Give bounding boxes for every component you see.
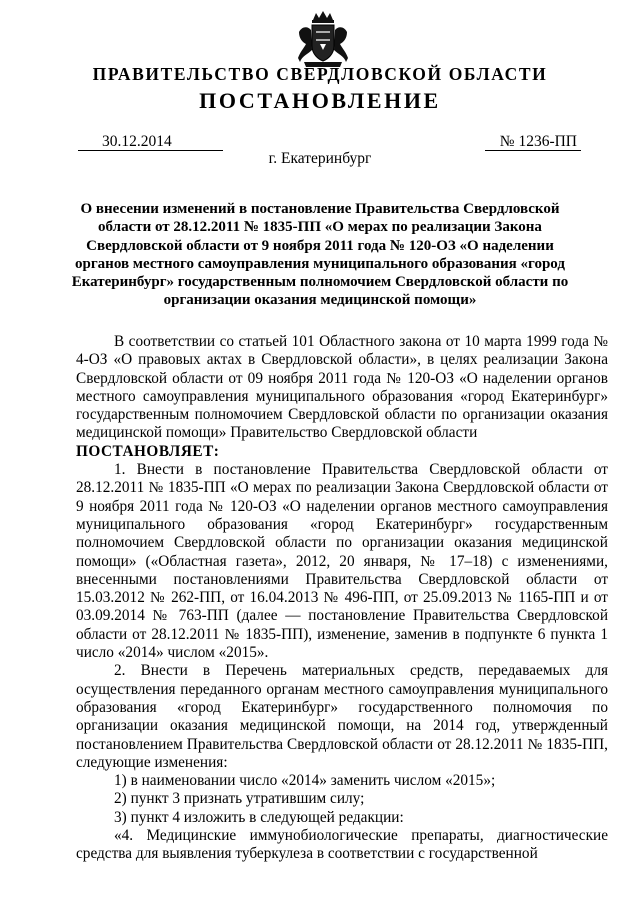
document-number: № 1236-ПП: [485, 133, 581, 151]
coat-of-arms-icon: [296, 10, 350, 68]
list-item: 1) в наименовании число «2014» заменить числом «2015»;: [114, 772, 496, 790]
paragraph-1: 1. Внести в постановление Правительства Свердловской области от 28.12.2011 № 1835-ПП «О мерах по реализации Закона Свердловской области от 9 ноября 2011 года № 120-ОЗ «О наделении органов местного самоуправления муниципального образования «город Екатеринбург» государственным полномочием Свердловской области по организации оказания медицинской помощи» («Областная газета», 2012, 20 января, № 17–18) с изменениями, внесенными постановлениями Правительства Свердловской области от 15.03.2012 № 262-ПП, от 16.04.2013 № 496-ПП, от 25.09.2013 № 1165-ПП и от 03.09.2014 № 763-ПП (далее — постановление Правительства Свердловской области от 28.12.2011 № 1835-ПП), изменение, заменив в подпункте 6 пункта 1 число «2014» числом «2015».: [76, 461, 608, 662]
document-date: 30.12.2014: [78, 133, 223, 151]
paragraph-2: 2. Внести в Перечень материальных средств, передаваемых для осуществления переданного органам местного самоуправления муниципального образования «город Екатеринбург» государственного полномочия по организации оказания медицинской помощи, на 2014 год, утвержденный постановлением Правительства Свердловской области от 28.12.2011 № 1835-ПП, следующие изменения:: [76, 662, 608, 771]
document-city: г. Екатеринбург: [268, 150, 372, 167]
organization-name: ПРАВИТЕЛЬСТВО СВЕРДЛОВСКОЙ ОБЛАСТИ: [92, 64, 548, 84]
paragraph-3: «4. Медицинские иммунобиологические препараты, диагностические средства для выявления туберкулеза в соответствии с государственной: [76, 827, 608, 863]
document-type: ПОСТАНОВЛЕНИЕ: [199, 88, 441, 113]
document-body: [76, 333, 608, 864]
preamble-paragraph: В соответствии со статьей 101 Областного закона от 10 марта 1999 года № 4-ОЗ «О правовых актах в Свердловской области», в целях реализации Закона Свердловской области от 09 ноября 2011 года № 120-ОЗ «О наделении органов местного самоуправления муниципального образования «город Екатеринбург» государственным полномочием Свердловской области по организации оказания медицинской помощи» Правительство Свердловской области: [76, 333, 608, 442]
document-title: О внесении изменений в постановление Правительства Свердловской области от 28.12.2011 № 1835-ПП «О мерах по реализации Закона Свердловской области от 9 ноября 2011 года № 120-ОЗ «О наделении органов местного самоуправления муниципального образования «город Екатеринбург» государственным полномочием Свердловской области по организации оказания медицинской помощи»: [71, 201, 569, 309]
decree-word: ПОСТАНОВЛЯЕТ:: [76, 442, 220, 460]
list-item: 3) пункт 4 изложить в следующей редакции:: [114, 808, 404, 826]
list-item: 2) пункт 3 признать утратившим силу;: [114, 790, 365, 808]
